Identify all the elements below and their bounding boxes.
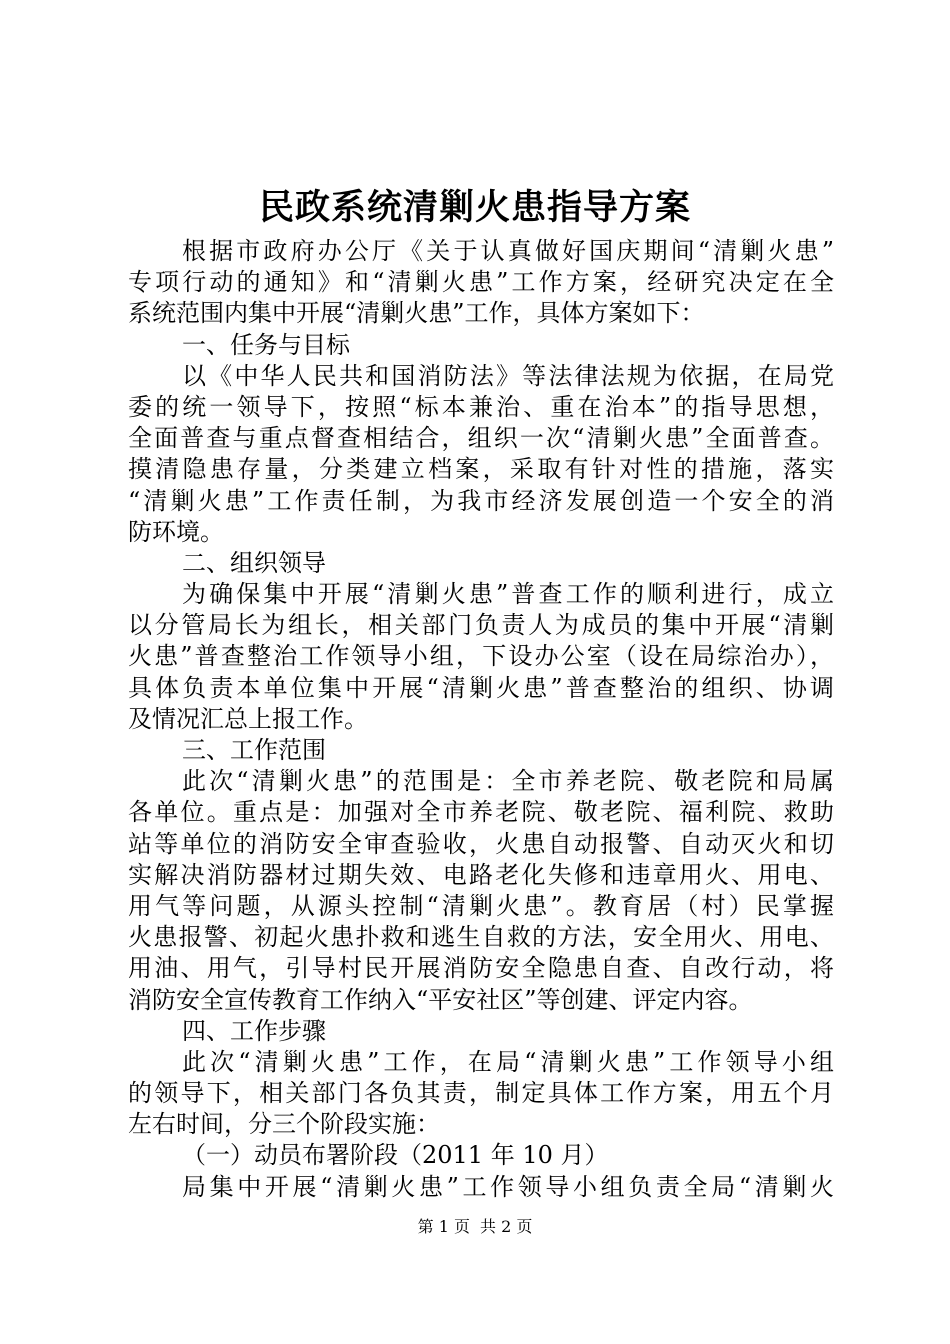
body-line: 全面普查与重点督查相结合，组织一次“清剿火患”全面普查。 [128,424,834,453]
body-line: 防环境。 [128,517,224,546]
body-line: 二、组织领导 [182,548,326,577]
body-line: 各单位。重点是：加强对全市养老院、敬老院、福利院、救助 [128,798,834,827]
body-line: 用气等问题，从源头控制“清剿火患”。教育居（村）民掌握 [128,891,834,920]
body-line: 消防安全宣传教育工作纳入“平安社区”等创建、评定内容。 [128,985,753,1014]
body-line: 根据市政府办公厅《关于认真做好国庆期间“清剿火患” [182,237,834,265]
body-line: 此次“清剿火患”工作，在局“清剿火患”工作领导小组 [182,1047,834,1076]
page-number-current: 第 1 页 [417,1217,470,1236]
body-line: 为确保集中开展“清剿火患”普查工作的顺利进行，成立 [182,580,834,609]
body-line: 站等单位的消防安全审查验收，火患自动报警、自动灭火和切 [128,829,834,858]
body-line: 此次“清剿火患”的范围是：全市养老院、敬老院和局属 [182,767,834,796]
body-line: 火患报警、初起火患扑救和逃生自救的方法，安全用火、用电、 [128,923,834,952]
body-line: 四、工作步骤 [182,1016,326,1045]
body-line: 三、工作范围 [182,736,326,764]
body-line: 的领导下，相关部门各负其责，制定具体工作方案，用五个月 [128,1079,834,1108]
body-line: 专项行动的通知》和“清剿火患”工作方案，经研究决定在全 [128,268,834,297]
body-line: 摸清隐患存量，分类建立档案，采取有针对性的措施，落实 [128,455,834,484]
body-line: 实解决消防器材过期失效、电路老化失修和违章用火、用电、 [128,860,834,889]
document-body [128,236,834,1203]
body-line: 用油、用气，引导村民开展消防安全隐患自查、自改行动，将 [128,954,834,983]
body-line: 系统范围内集中开展“清剿火患”工作，具体方案如下： [128,299,705,328]
body-line: 左右时间，分三个阶段实施： [128,1110,440,1139]
body-line: 委的统一领导下，按照“标本兼治、重在治本”的指导思想， [128,392,834,421]
body-line: 以《中华人民共和国消防法》等法律法规为依据，在局党 [182,361,834,390]
body-line: 及情况汇总上报工作。 [128,704,368,733]
body-line: （一）动员布署阶段（2011 年 10 月） [182,1141,609,1170]
body-line: 一、任务与目标 [182,330,350,359]
body-line: “清剿火患”工作责任制，为我市经济发展创造一个安全的消 [128,486,834,515]
document-title: 民政系统清剿火患指导方案 [258,187,691,228]
body-line: 具体负责本单位集中开展“清剿火患”普查整治的组织、协调 [128,673,834,702]
page-number-total: 共 2 页 [480,1217,533,1236]
body-line: 局集中开展“清剿火患”工作领导小组负责全局“清剿火 [182,1172,834,1201]
page-footer [0,1217,950,1237]
body-line: 以分管局长为组长，相关部门负责人为成员的集中开展“清剿 [128,611,834,640]
body-line: 火患”普查整治工作领导小组，下设办公室（设在局综治办）， [128,642,834,671]
